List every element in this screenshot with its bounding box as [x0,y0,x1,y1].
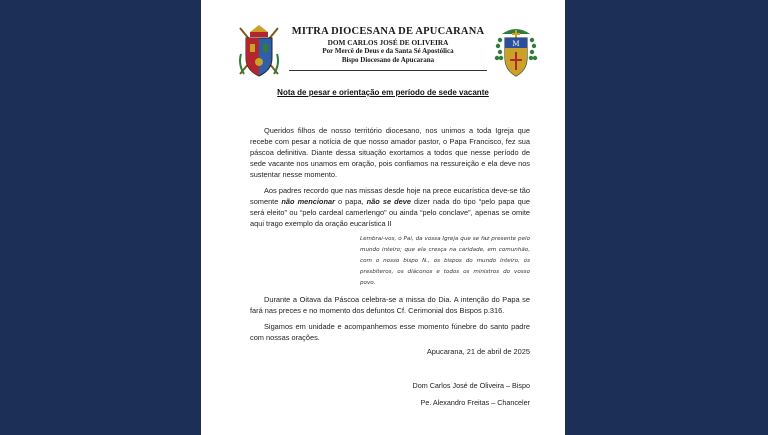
paragraph-2: Aos padres recordo que nas missas desde hoje na prece eucarística deve-se tão somente não mencionar o papa, não se deve dizer nada do tipo “pelo papa que será eleito” ou “pelo cardeal camerlengo” ou ainda “pelo conclave”, apenas se omite aqui trago exemplo da oração eucarística II [250,186,531,228]
letterhead-line4: Bispo Diocesano de Apucarana [341,56,435,64]
liturgical-quote: Lembrai-vos, ó Pai, da vossa Igreja que se faz presente pelo mundo inteiro; que ela cresça na caridade, em comunhão, com o nosso bispo N., os bispos do mundo inteiro, os presbíteros, os diáconos e todos os ministros do vosso povo. [360,236,530,286]
document-body [250,125,530,343]
svg-text:M: M [512,40,520,48]
letterhead-title: MITRA DIOCESANA DE APUCARANA [291,26,485,37]
bishop-coat-of-arms-icon [494,24,538,80]
paragraph-3: Durante a Oitava da Páscoa celebra-se a missa do Dia. A intenção do Papa se fará nas preces e no momento dos defuntos Cf. Cerimonial dos Bispos p.316. [250,295,530,315]
paragraph-1: Queridos filhos de nosso território diocesano, nos unimos a toda Igreja que recebe com pesar a notícia de que nosso amador pastor, o Papa Francisco, fez sua páscoa definitiva. Diante dessa situação exortamos a todos que nesse período de sede vacante nos unamos em oração, pois confiamos na ressureição e ela deve nos sustentar nesse momento. [250,126,530,179]
document-title: Nota de pesar e orientação em período de sede vacante [277,88,489,97]
diocese-coat-of-arms-icon [236,24,282,80]
letterhead-subtitle: DOM CARLOS JOSÉ DE OLIVEIRA [327,38,449,47]
letterhead-divider [289,70,487,71]
document-page [201,0,565,435]
signature-chancellor: Pe. Alexandro Freitas – Chanceler [420,398,530,407]
paragraph-4: Sigamos em unidade e acompanhemos esse momento fúnebre do santo padre com nossas orações. [250,322,530,342]
letterhead-line3: Por Mercê de Deus e da Santa Sé Apostólica [322,47,454,55]
document-date: Apucarana, 21 de abril de 2025 [426,347,530,356]
letterhead [289,26,487,65]
signature-bishop: Dom Carlos José de Oliveira – Bispo [412,381,530,390]
